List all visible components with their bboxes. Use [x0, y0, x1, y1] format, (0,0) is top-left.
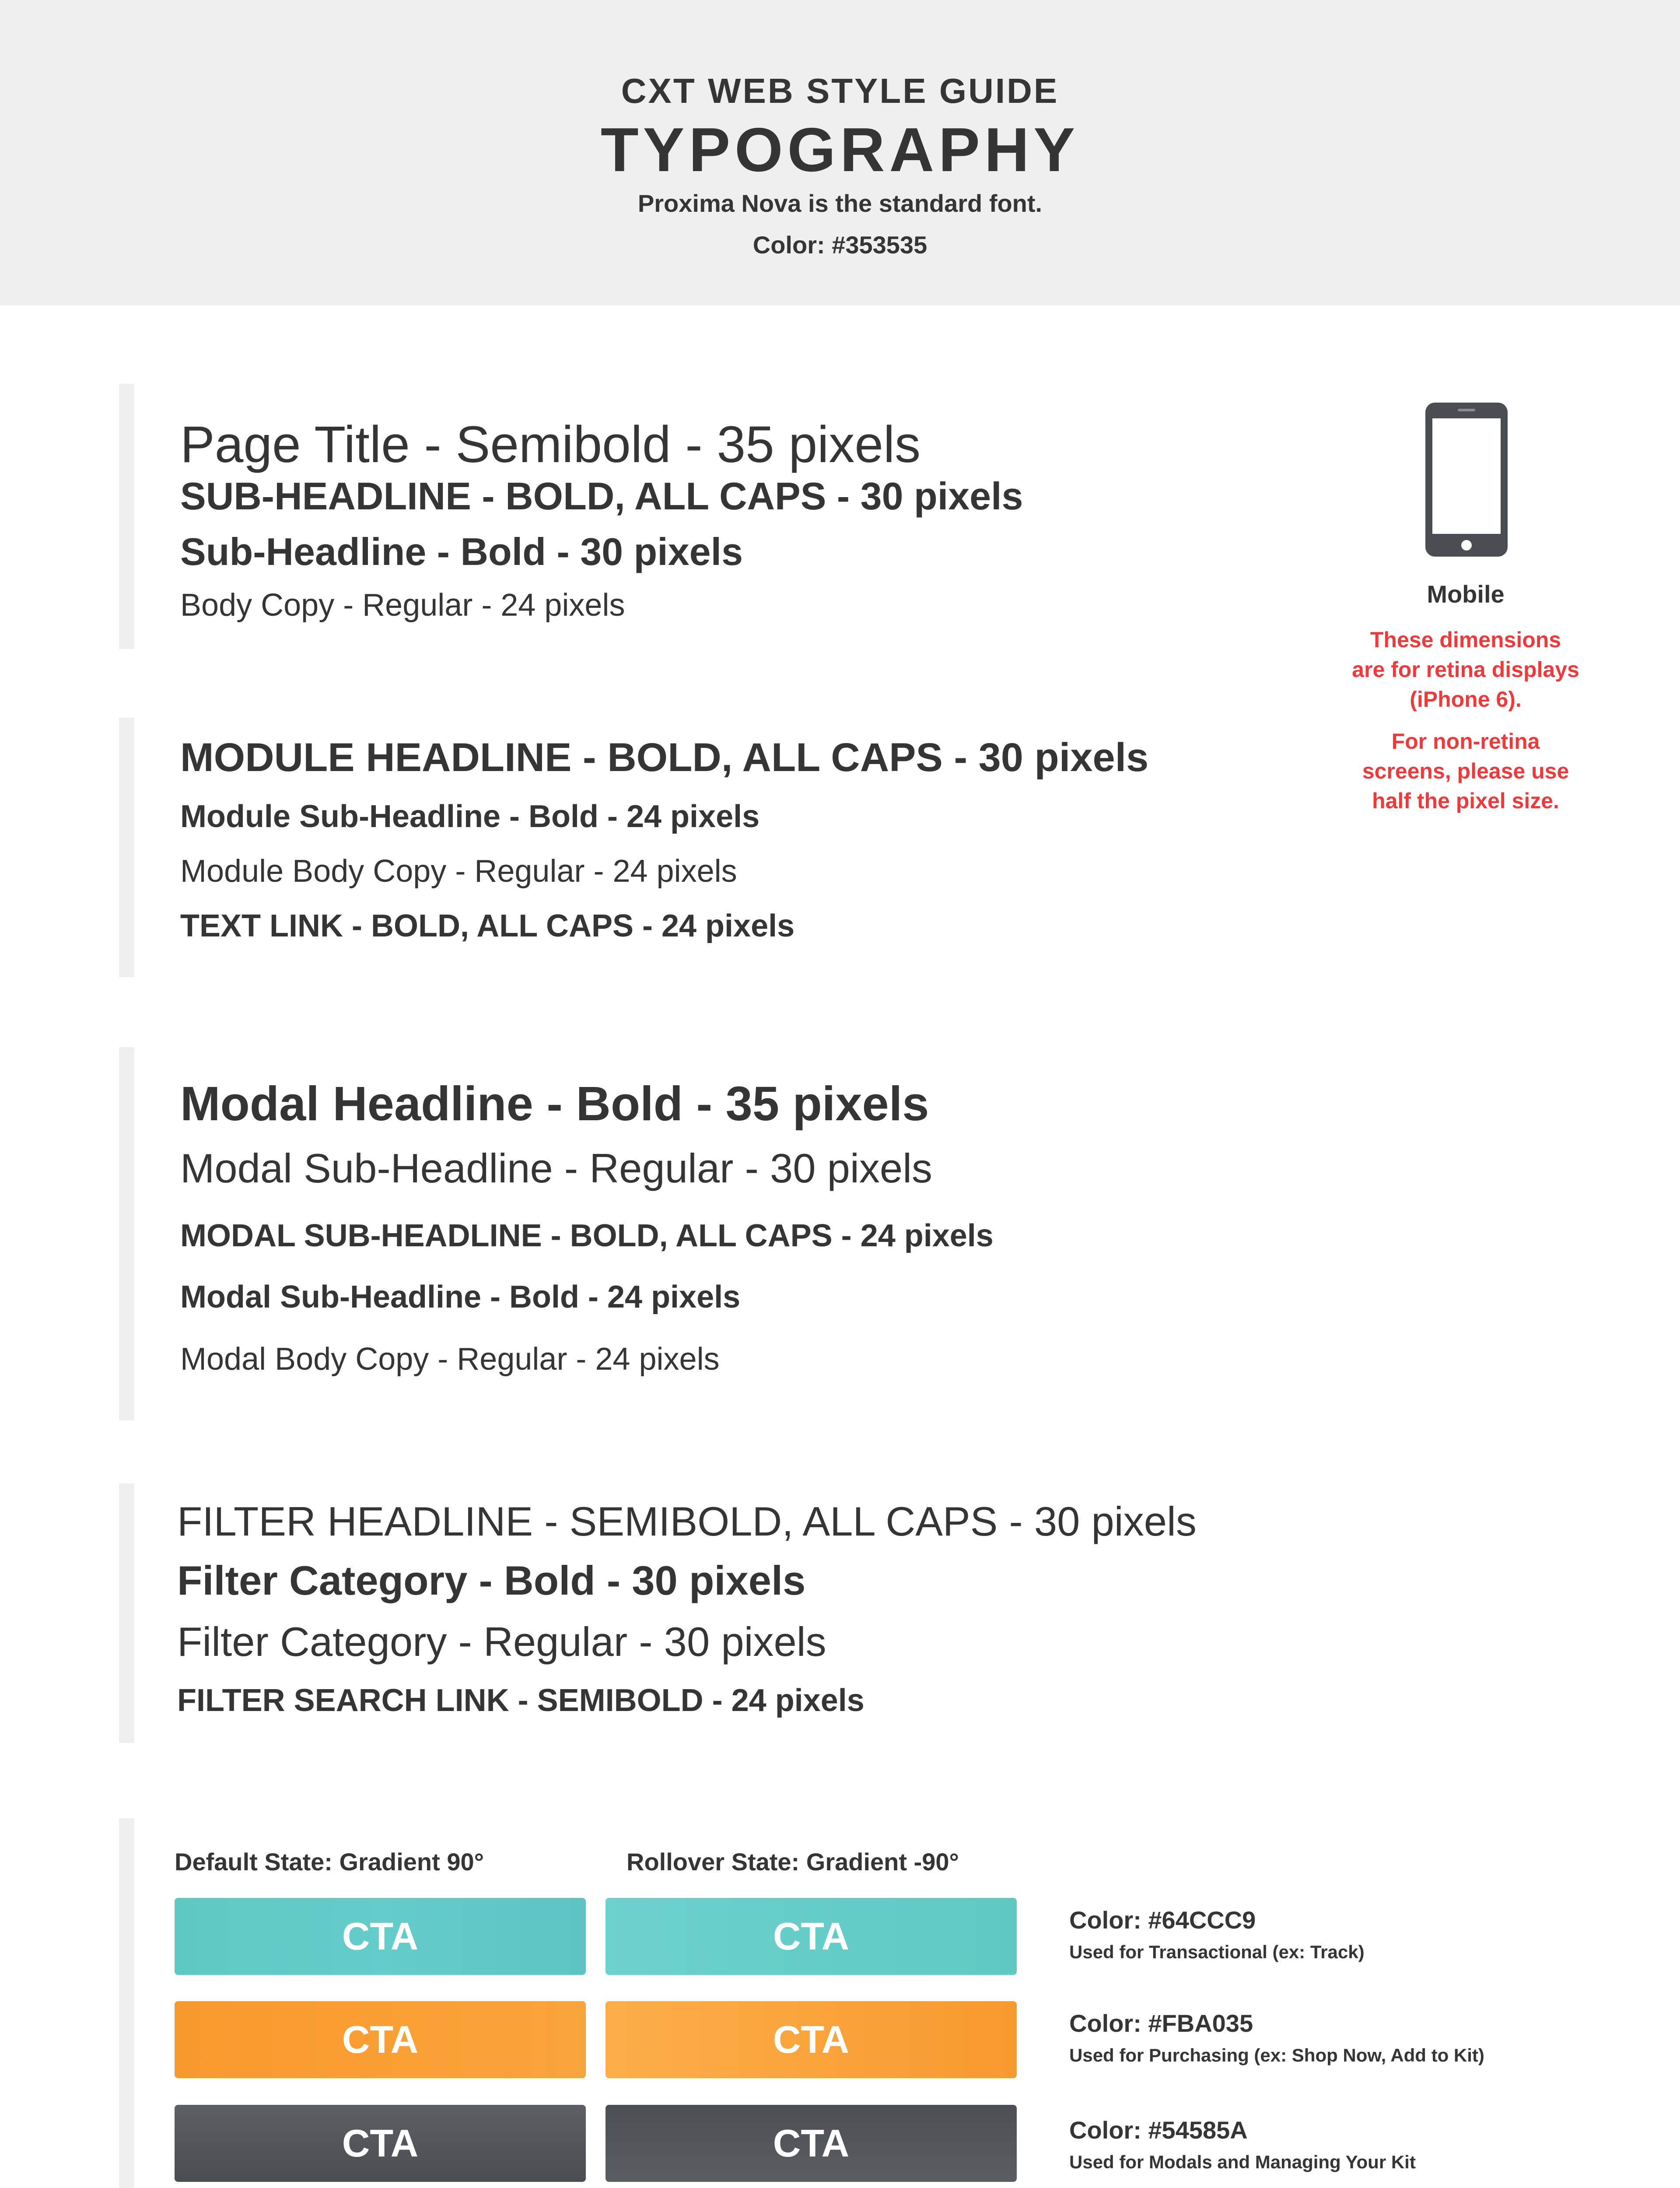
module-body-copy-sample: Module Body Copy - Regular - 24 pixels — [180, 854, 737, 889]
buttons-section — [119, 1818, 1622, 2188]
page-header — [0, 0, 1680, 305]
teal-usage-label: Used for Transactional (ex: Track) — [1069, 1942, 1365, 1962]
body-copy-sample: Body Copy - Regular - 24 pixels — [180, 588, 625, 623]
modal-body-copy-sample: Modal Body Copy - Regular - 24 pixels — [180, 1342, 720, 1377]
page-title-sample: Page Title - Semibold - 35 pixels — [180, 416, 921, 473]
module-sub-headline-sample: Module Sub-Headline - Bold - 24 pixels — [180, 799, 760, 834]
color-note: Color: #353535 — [752, 231, 928, 259]
sub-headline-sample: Sub-Headline - Bold - 30 pixels — [180, 530, 743, 573]
sub-headline-caps-sample: SUB-HEADLINE - BOLD, ALL CAPS - 30 pixels — [180, 474, 1023, 518]
cta-dark-default-button[interactable]: CTA — [175, 2105, 586, 2182]
mobile-label: Mobile — [1427, 580, 1505, 608]
default-state-label: Default State: Gradient 90° — [175, 1848, 484, 1876]
filter-category-regular-sample: Filter Category - Regular - 30 pixels — [177, 1619, 826, 1665]
modal-sub-headline-caps-sample: MODAL SUB-HEADLINE - BOLD, ALL CAPS - 24 pixels — [180, 1218, 994, 1253]
modal-sub-headline-bold-sample: Modal Sub-Headline - Bold - 24 pixels — [180, 1280, 741, 1315]
orange-color-label: Color: #FBA035 — [1069, 2009, 1253, 2037]
font-note: Proxima Nova is the standard font. — [637, 189, 1043, 217]
modal-type-section — [119, 1047, 1272, 1420]
modal-sub-headline-sample: Modal Sub-Headline - Regular - 30 pixels — [180, 1145, 932, 1191]
filter-headline-sample: FILTER HEADLINE - SEMIBOLD, ALL CAPS - 30 pixels — [177, 1498, 1197, 1544]
page-type-section — [119, 384, 1272, 649]
orange-usage-label: Used for Purchasing (ex: Shop Now, Add to Kit) — [1069, 2045, 1484, 2065]
smartphone-icon — [1423, 401, 1510, 558]
cta-teal-rollover-button[interactable]: CTA — [606, 1898, 1017, 1975]
cta-orange-rollover-button[interactable]: CTA — [606, 2001, 1017, 2078]
cta-dark-rollover-button[interactable]: CTA — [606, 2105, 1017, 2182]
module-type-section — [119, 718, 1272, 977]
text-link-sample: TEXT LINK - BOLD, ALL CAPS - 24 pixels — [180, 908, 795, 943]
module-headline-sample: MODULE HEADLINE - BOLD, ALL CAPS - 30 pixels — [180, 735, 1149, 780]
filter-search-link-sample: FILTER SEARCH LINK - SEMIBOLD - 24 pixels — [177, 1683, 864, 1718]
filter-type-section — [119, 1483, 1272, 1743]
rollover-state-label: Rollover State: Gradient -90° — [626, 1848, 959, 1876]
filter-category-bold-sample: Filter Category - Bold - 30 pixels — [177, 1557, 806, 1603]
modal-headline-sample: Modal Headline - Bold - 35 pixels — [180, 1077, 929, 1131]
cta-teal-default-button[interactable]: CTA — [175, 1898, 586, 1975]
cta-orange-default-button[interactable]: CTA — [175, 2001, 586, 2078]
dark-usage-label: Used for Modals and Managing Your Kit — [1069, 2152, 1416, 2172]
retina-note: These dimensions are for retina displays (iPhone 6). — [1352, 628, 1579, 712]
teal-color-label: Color: #64CCC9 — [1069, 1906, 1256, 1934]
non-retina-note: For non-retina screens, please use half the pixel size. — [1362, 729, 1569, 813]
dark-color-label: Color: #54585A — [1069, 2116, 1248, 2144]
page-title: TYPOGRAPHY — [600, 115, 1080, 185]
guide-kicker: CXT WEB STYLE GUIDE — [621, 71, 1059, 110]
